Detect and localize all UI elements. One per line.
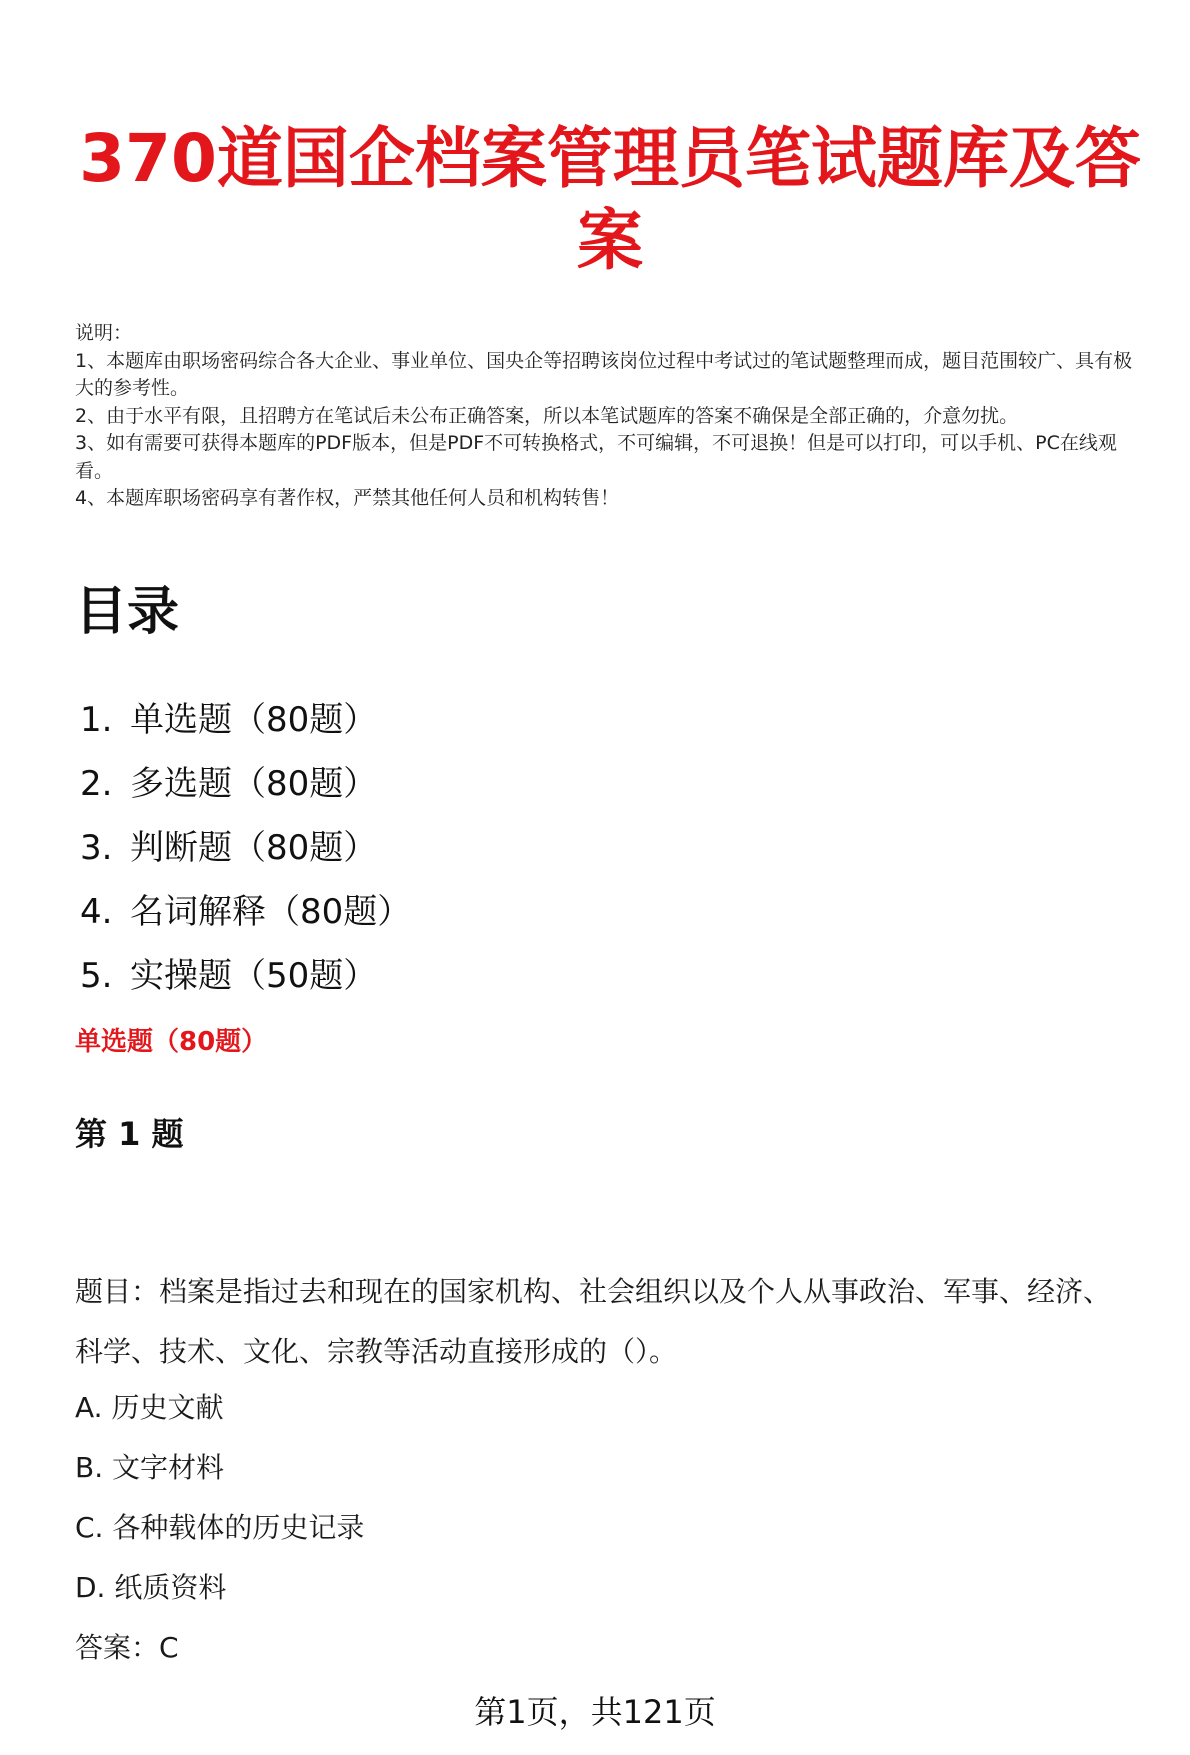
- notes-block: [75, 320, 1150, 513]
- document-title: 370道国企档案管理员笔试题库及答案: [79, 120, 1141, 279]
- toc-item-number: 1.: [80, 700, 113, 740]
- toc-item-label: 单选题（80题）: [130, 700, 378, 740]
- option-b: B. 文字材料: [75, 1451, 225, 1484]
- toc-item-label: 实操题（50题）: [130, 956, 378, 996]
- toc-heading: 目录: [75, 582, 180, 642]
- toc-item-number: 3.: [80, 828, 113, 868]
- toc-item-multiple-choice[interactable]: [80, 752, 411, 816]
- toc-item-term-explanation[interactable]: [80, 880, 411, 944]
- toc-item-single-choice[interactable]: [80, 688, 411, 752]
- answer-options: [75, 1378, 364, 1618]
- page-footer: 第1页，共121页: [474, 1693, 716, 1731]
- toc-item-label: 名词解释（80题）: [130, 892, 412, 932]
- question-number: 第 1 题: [75, 1115, 184, 1153]
- notes-heading: 说明：: [75, 322, 133, 344]
- option-d: D. 纸质资料: [75, 1571, 227, 1604]
- toc-item-label: 判断题（80题）: [130, 828, 378, 868]
- toc-item-number: 5.: [80, 956, 113, 996]
- note-item: 2、由于水平有限，且招聘方在笔试后未公布正确答案，所以本笔试题库的答案不确保是全部正确的，介意勿扰。: [75, 404, 1019, 427]
- option-a: A. 历史文献: [75, 1391, 224, 1424]
- question-text: 题目：档案是指过去和现在的国家机构、社会组织以及个人从事政治、军事、经济、科学、技术、文化、宗教等活动直接形成的（）。: [75, 1275, 1112, 1368]
- table-of-contents: [80, 688, 411, 1008]
- option-c: C. 各种载体的历史记录: [75, 1511, 365, 1544]
- note-item: 1、本题库由职场密码综合各大企业、事业单位、国央企等招聘该岗位过程中考试过的笔试题整理而成，题目范围较广、具有极大的参考性。: [75, 349, 1133, 399]
- note-item: 4、本题库职场密码享有著作权，严禁其他任何人员和机构转售！: [75, 487, 620, 509]
- question-answer: 答案：C: [75, 1631, 179, 1664]
- toc-item-practical[interactable]: [80, 944, 411, 1008]
- toc-item-true-false[interactable]: [80, 816, 411, 880]
- toc-item-label: 多选题（80题）: [130, 764, 378, 804]
- section-title: 单选题（80题）: [75, 1027, 268, 1057]
- note-item: 3、如有需要可获得本题库的PDF版本，但是PDF不可转换格式，不可编辑，不可退换！但是可以打印，可以手机、PC在线观看。: [75, 432, 1117, 482]
- toc-item-number: 4.: [80, 892, 113, 932]
- toc-item-number: 2.: [80, 764, 113, 804]
